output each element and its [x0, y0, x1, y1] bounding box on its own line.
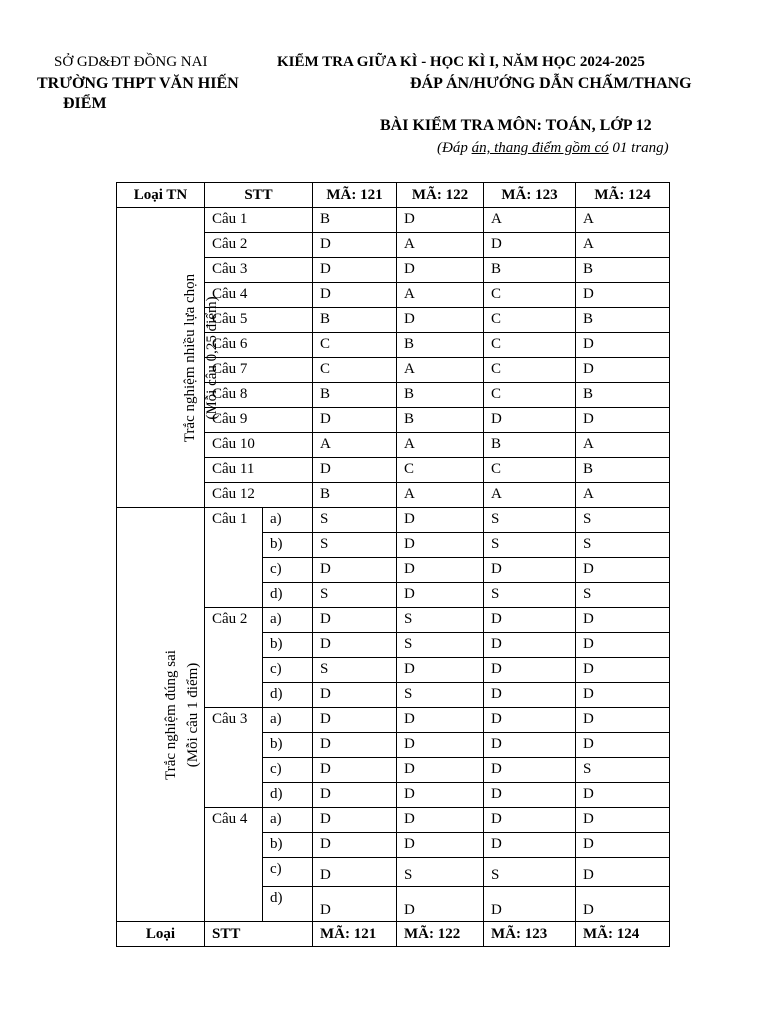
- type-label: [160, 650, 204, 780]
- answer-cell: C: [313, 358, 397, 383]
- answer-cell: C: [313, 333, 397, 358]
- part-cell: d): [263, 783, 313, 808]
- answer-cell: S: [484, 533, 576, 558]
- answer-cell: D: [313, 808, 397, 833]
- part-cell: c): [263, 758, 313, 783]
- subject-title: BÀI KIỂM TRA MÔN: TOÁN, LỚP 12: [380, 117, 652, 134]
- answer-cell: B: [484, 433, 576, 458]
- page-note-pre: (Đáp: [437, 140, 472, 156]
- answer-cell: S: [397, 608, 484, 633]
- exam-title: KIỂM TRA GIỮA KÌ - HỌC KÌ I, NĂM HỌC 2024-2025: [277, 54, 645, 70]
- answer-cell: S: [397, 633, 484, 658]
- answer-cell: S: [484, 583, 576, 608]
- answer-cell: D: [397, 887, 484, 922]
- answer-cell: A: [484, 483, 576, 508]
- answer-cell: B: [313, 483, 397, 508]
- answer-cell: B: [484, 258, 576, 283]
- header-cell: MÃ: 122: [397, 183, 484, 208]
- answer-cell: D: [484, 633, 576, 658]
- answer-cell: D: [576, 708, 670, 733]
- answer-cell: D: [397, 508, 484, 533]
- answer-title: ĐÁP ÁN/HƯỚNG DẪN CHẤM/THANG: [410, 75, 692, 92]
- type-label-line: Trắc nghiệm đúng sai: [162, 649, 179, 780]
- answer-cell: D: [576, 887, 670, 922]
- answer-cell: D: [576, 683, 670, 708]
- table-row: [117, 208, 670, 233]
- question-cell: Câu 4: [205, 808, 263, 922]
- question-cell: Câu 4: [205, 283, 313, 308]
- answer-cell: A: [484, 208, 576, 233]
- answer-cell: A: [397, 233, 484, 258]
- answer-cell: B: [397, 408, 484, 433]
- answer-cell: B: [313, 208, 397, 233]
- answer-cell: C: [484, 283, 576, 308]
- answer-cell: B: [397, 333, 484, 358]
- answer-cell: D: [484, 408, 576, 433]
- type-label-line: (Mỗi câu 1 điểm): [184, 662, 201, 767]
- answer-cell: D: [313, 558, 397, 583]
- header-cell: MÃ: 121: [313, 183, 397, 208]
- answer-cell: D: [576, 358, 670, 383]
- answer-cell: A: [313, 433, 397, 458]
- answer-cell: D: [313, 683, 397, 708]
- question-cell: Câu 2: [205, 233, 313, 258]
- answer-cell: D: [313, 887, 397, 922]
- answer-cell: D: [576, 333, 670, 358]
- part-cell: a): [263, 608, 313, 633]
- header-cell: MÃ: 124: [576, 183, 670, 208]
- answer-cell: D: [484, 783, 576, 808]
- answer-cell: D: [313, 233, 397, 258]
- answer-cell: D: [484, 558, 576, 583]
- part-cell: a): [263, 708, 313, 733]
- answer-cell: D: [576, 733, 670, 758]
- answer-cell: D: [313, 608, 397, 633]
- answer-title-continued: ĐIỂM: [63, 95, 107, 112]
- answer-cell: D: [484, 708, 576, 733]
- page-note-post: 01 trang): [608, 140, 669, 156]
- answer-cell: D: [576, 558, 670, 583]
- part-cell: d): [263, 887, 313, 922]
- answer-cell: B: [576, 458, 670, 483]
- answer-cell: D: [313, 408, 397, 433]
- answer-cell: C: [484, 458, 576, 483]
- answer-cell: D: [576, 608, 670, 633]
- answer-cell: S: [313, 533, 397, 558]
- answer-cell: S: [576, 508, 670, 533]
- table-header-row: [117, 183, 670, 208]
- answer-cell: D: [397, 583, 484, 608]
- answer-cell: C: [484, 358, 576, 383]
- answer-cell: S: [313, 658, 397, 683]
- school-name: TRƯỜNG THPT VĂN HIẾN: [37, 75, 239, 92]
- question-cell: Câu 11: [205, 458, 313, 483]
- footer-cell: MÃ: 124: [576, 922, 670, 947]
- part-cell: d): [263, 683, 313, 708]
- page-count-note: [437, 140, 669, 157]
- question-cell: Câu 7: [205, 358, 313, 383]
- answer-cell: B: [397, 383, 484, 408]
- answer-cell: D: [484, 733, 576, 758]
- answer-cell: B: [576, 383, 670, 408]
- answer-cell: D: [576, 633, 670, 658]
- question-cell: Câu 5: [205, 308, 313, 333]
- answer-cell: D: [313, 283, 397, 308]
- answer-cell: D: [313, 833, 397, 858]
- answer-cell: D: [576, 408, 670, 433]
- answer-cell: D: [397, 708, 484, 733]
- answer-cell: D: [313, 733, 397, 758]
- answer-cell: D: [484, 808, 576, 833]
- type-label-line: (Mỗi câu 0,25 điểm): [204, 295, 221, 420]
- table-row: [117, 508, 670, 533]
- part-cell: b): [263, 633, 313, 658]
- answer-cell: C: [397, 458, 484, 483]
- type-cell-true-false: [117, 508, 205, 922]
- answer-cell: D: [397, 208, 484, 233]
- answer-cell: B: [576, 258, 670, 283]
- answer-cell: D: [313, 783, 397, 808]
- answer-cell: A: [397, 358, 484, 383]
- answer-cell: D: [313, 458, 397, 483]
- department-name: SỞ GD&ĐT ĐỒNG NAI: [54, 54, 208, 70]
- type-label-line: Trắc nghiệm nhiều lựa chọn: [182, 273, 199, 442]
- question-cell: Câu 6: [205, 333, 313, 358]
- answer-cell: S: [397, 858, 484, 887]
- answer-cell: D: [576, 283, 670, 308]
- header-cell: Loại TN: [117, 183, 205, 208]
- answer-cell: D: [484, 233, 576, 258]
- part-cell: c): [263, 858, 313, 887]
- answer-cell: A: [397, 283, 484, 308]
- answer-key-table: [116, 182, 670, 947]
- answer-cell: C: [484, 333, 576, 358]
- question-cell: Câu 12: [205, 483, 313, 508]
- question-cell: Câu 8: [205, 383, 313, 408]
- answer-cell: D: [576, 808, 670, 833]
- answer-cell: D: [397, 733, 484, 758]
- part-cell: b): [263, 833, 313, 858]
- part-cell: c): [263, 558, 313, 583]
- answer-cell: S: [484, 858, 576, 887]
- part-cell: a): [263, 508, 313, 533]
- answer-cell: D: [397, 758, 484, 783]
- answer-cell: D: [484, 887, 576, 922]
- answer-cell: D: [313, 633, 397, 658]
- answer-cell: D: [397, 258, 484, 283]
- type-cell-multiple-choice: [117, 208, 221, 508]
- answer-cell: D: [313, 708, 397, 733]
- answer-cell: A: [576, 433, 670, 458]
- footer-cell: MÃ: 123: [484, 922, 576, 947]
- answer-cell: D: [484, 833, 576, 858]
- question-cell: Câu 3: [205, 258, 313, 283]
- answer-cell: D: [576, 658, 670, 683]
- answer-cell: D: [313, 858, 397, 887]
- answer-cell: D: [397, 783, 484, 808]
- answer-cell: D: [484, 608, 576, 633]
- footer-cell: MÃ: 121: [313, 922, 397, 947]
- answer-cell: A: [397, 433, 484, 458]
- answer-cell: S: [313, 508, 397, 533]
- type-label: [179, 273, 223, 441]
- answer-cell: A: [576, 483, 670, 508]
- answer-cell: D: [397, 658, 484, 683]
- question-cell: Câu 1: [205, 208, 313, 233]
- answer-cell: B: [576, 308, 670, 333]
- answer-cell: C: [484, 383, 576, 408]
- answer-cell: D: [484, 658, 576, 683]
- answer-cell: D: [397, 533, 484, 558]
- part-cell: b): [263, 533, 313, 558]
- answer-cell: S: [313, 583, 397, 608]
- header-cell: STT: [205, 183, 313, 208]
- answer-cell: B: [313, 308, 397, 333]
- part-cell: d): [263, 583, 313, 608]
- answer-cell: D: [313, 758, 397, 783]
- question-cell: Câu 2: [205, 608, 263, 708]
- answer-cell: D: [576, 858, 670, 887]
- answer-cell: D: [397, 558, 484, 583]
- answer-cell: S: [576, 758, 670, 783]
- answer-cell: D: [576, 783, 670, 808]
- answer-cell: S: [397, 683, 484, 708]
- answer-cell: D: [576, 833, 670, 858]
- answer-cell: D: [484, 758, 576, 783]
- page-note-underlined: án, thang điểm gồm có: [471, 140, 609, 156]
- answer-cell: D: [484, 683, 576, 708]
- answer-cell: D: [313, 258, 397, 283]
- answer-cell: S: [484, 508, 576, 533]
- question-cell: Câu 1: [205, 508, 263, 608]
- question-cell: Câu 10: [205, 433, 313, 458]
- question-cell: Câu 9: [205, 408, 313, 433]
- footer-cell: STT: [205, 922, 313, 947]
- part-cell: a): [263, 808, 313, 833]
- part-cell: c): [263, 658, 313, 683]
- answer-cell: D: [397, 833, 484, 858]
- answer-cell: A: [397, 483, 484, 508]
- answer-cell: D: [397, 308, 484, 333]
- answer-cell: A: [576, 208, 670, 233]
- part-cell: b): [263, 733, 313, 758]
- question-cell: Câu 3: [205, 708, 263, 808]
- answer-cell: B: [313, 383, 397, 408]
- footer-cell: Loại: [117, 922, 205, 947]
- table-footer-row: [117, 922, 670, 947]
- answer-cell: S: [576, 533, 670, 558]
- header-cell: MÃ: 123: [484, 183, 576, 208]
- answer-cell: A: [576, 233, 670, 258]
- footer-cell: MÃ: 122: [397, 922, 484, 947]
- answer-cell: C: [484, 308, 576, 333]
- answer-cell: S: [576, 583, 670, 608]
- answer-cell: D: [397, 808, 484, 833]
